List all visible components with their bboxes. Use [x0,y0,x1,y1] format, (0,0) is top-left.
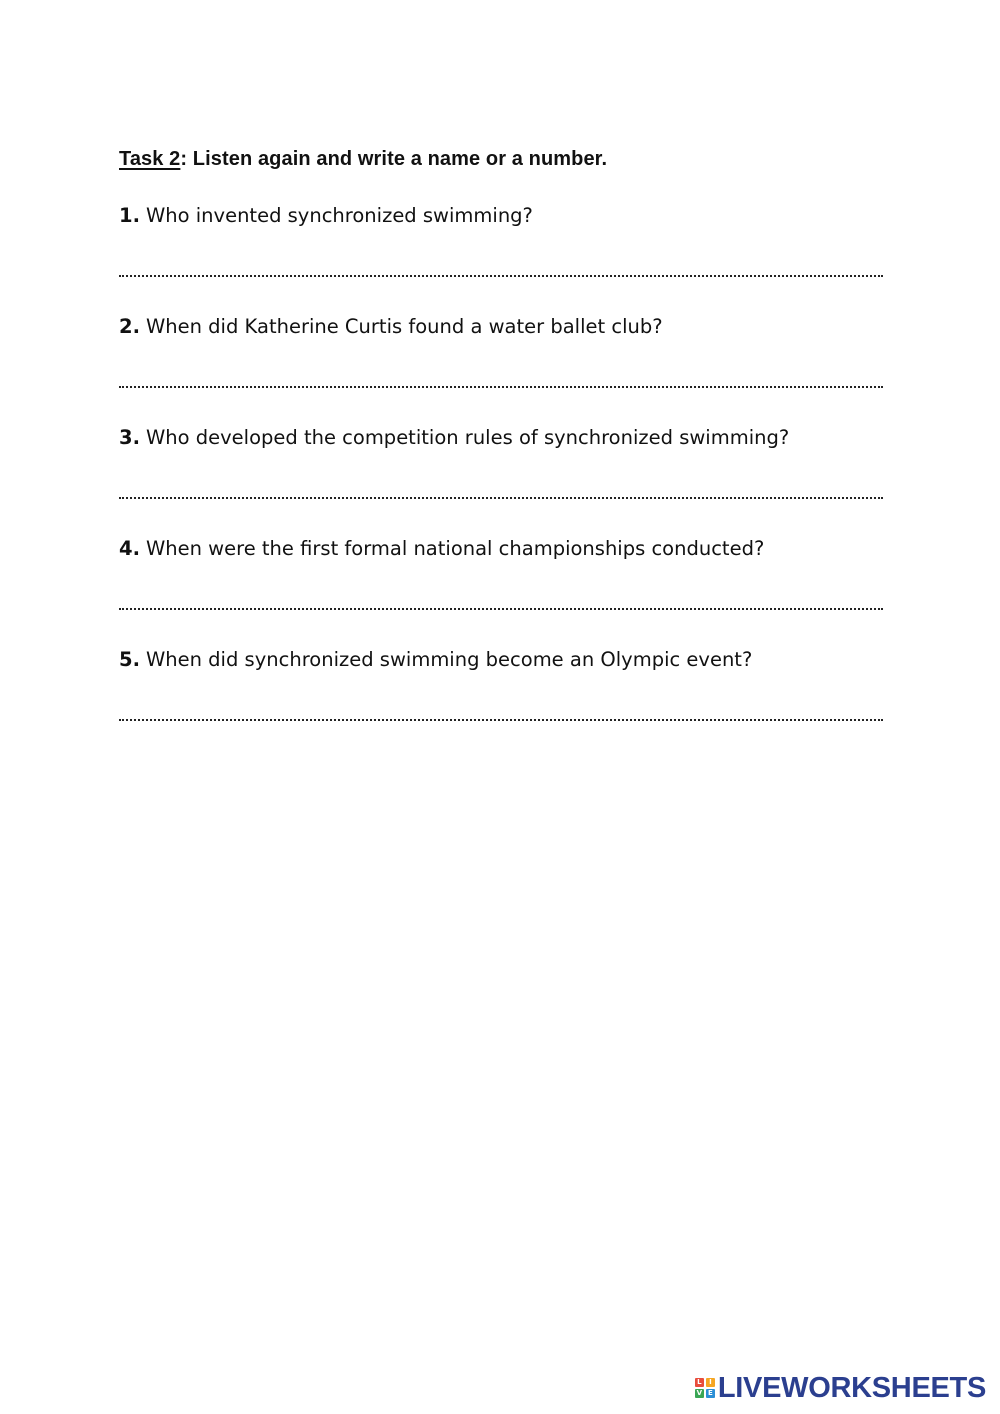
question-number: 2. [119,315,140,338]
answer-input-3[interactable] [119,465,883,499]
question-number: 4. [119,537,140,560]
answer-line-4 [119,608,883,610]
question-3 [119,425,883,451]
question-text: Who invented synchronized swimming? [145,204,533,227]
question-number: 1. [119,204,140,227]
question-4 [119,536,883,562]
logo-mark-icon [695,1378,715,1398]
question-text: When were the first formal national championships conducted? [145,537,765,560]
answer-line-2 [119,386,883,388]
logo-text: LIVEWORKSHEETS [717,1372,986,1404]
answer-input-4[interactable] [119,576,883,610]
answer-input-5[interactable] [119,687,883,721]
question-5 [119,647,883,673]
answer-input-2[interactable] [119,354,883,388]
logo-mark-tile: E [706,1389,715,1398]
logo-mark-tile: L [695,1378,704,1387]
question-text: When did Katherine Curtis found a water ballet club? [145,315,663,338]
answer-line-3 [119,497,883,499]
question-1 [119,203,883,229]
task-label: Task 2 [119,148,181,170]
logo-mark-tile: V [696,1389,703,1397]
logo-mark-tile: I [706,1378,715,1387]
question-2 [119,314,883,340]
question-text: When did synchronized swimming become an Olympic event? [145,648,753,671]
task-heading [119,146,607,172]
liveworksheets-logo [695,1372,986,1404]
answer-line-5 [119,719,883,721]
answer-line-1 [119,275,883,277]
task-instruction: : Listen again and write a name or a number. [180,148,608,170]
question-number: 5. [119,648,140,671]
question-text: Who developed the competition rules of synchronized swimming? [145,426,790,449]
question-number: 3. [119,426,140,449]
answer-input-1[interactable] [119,243,883,277]
